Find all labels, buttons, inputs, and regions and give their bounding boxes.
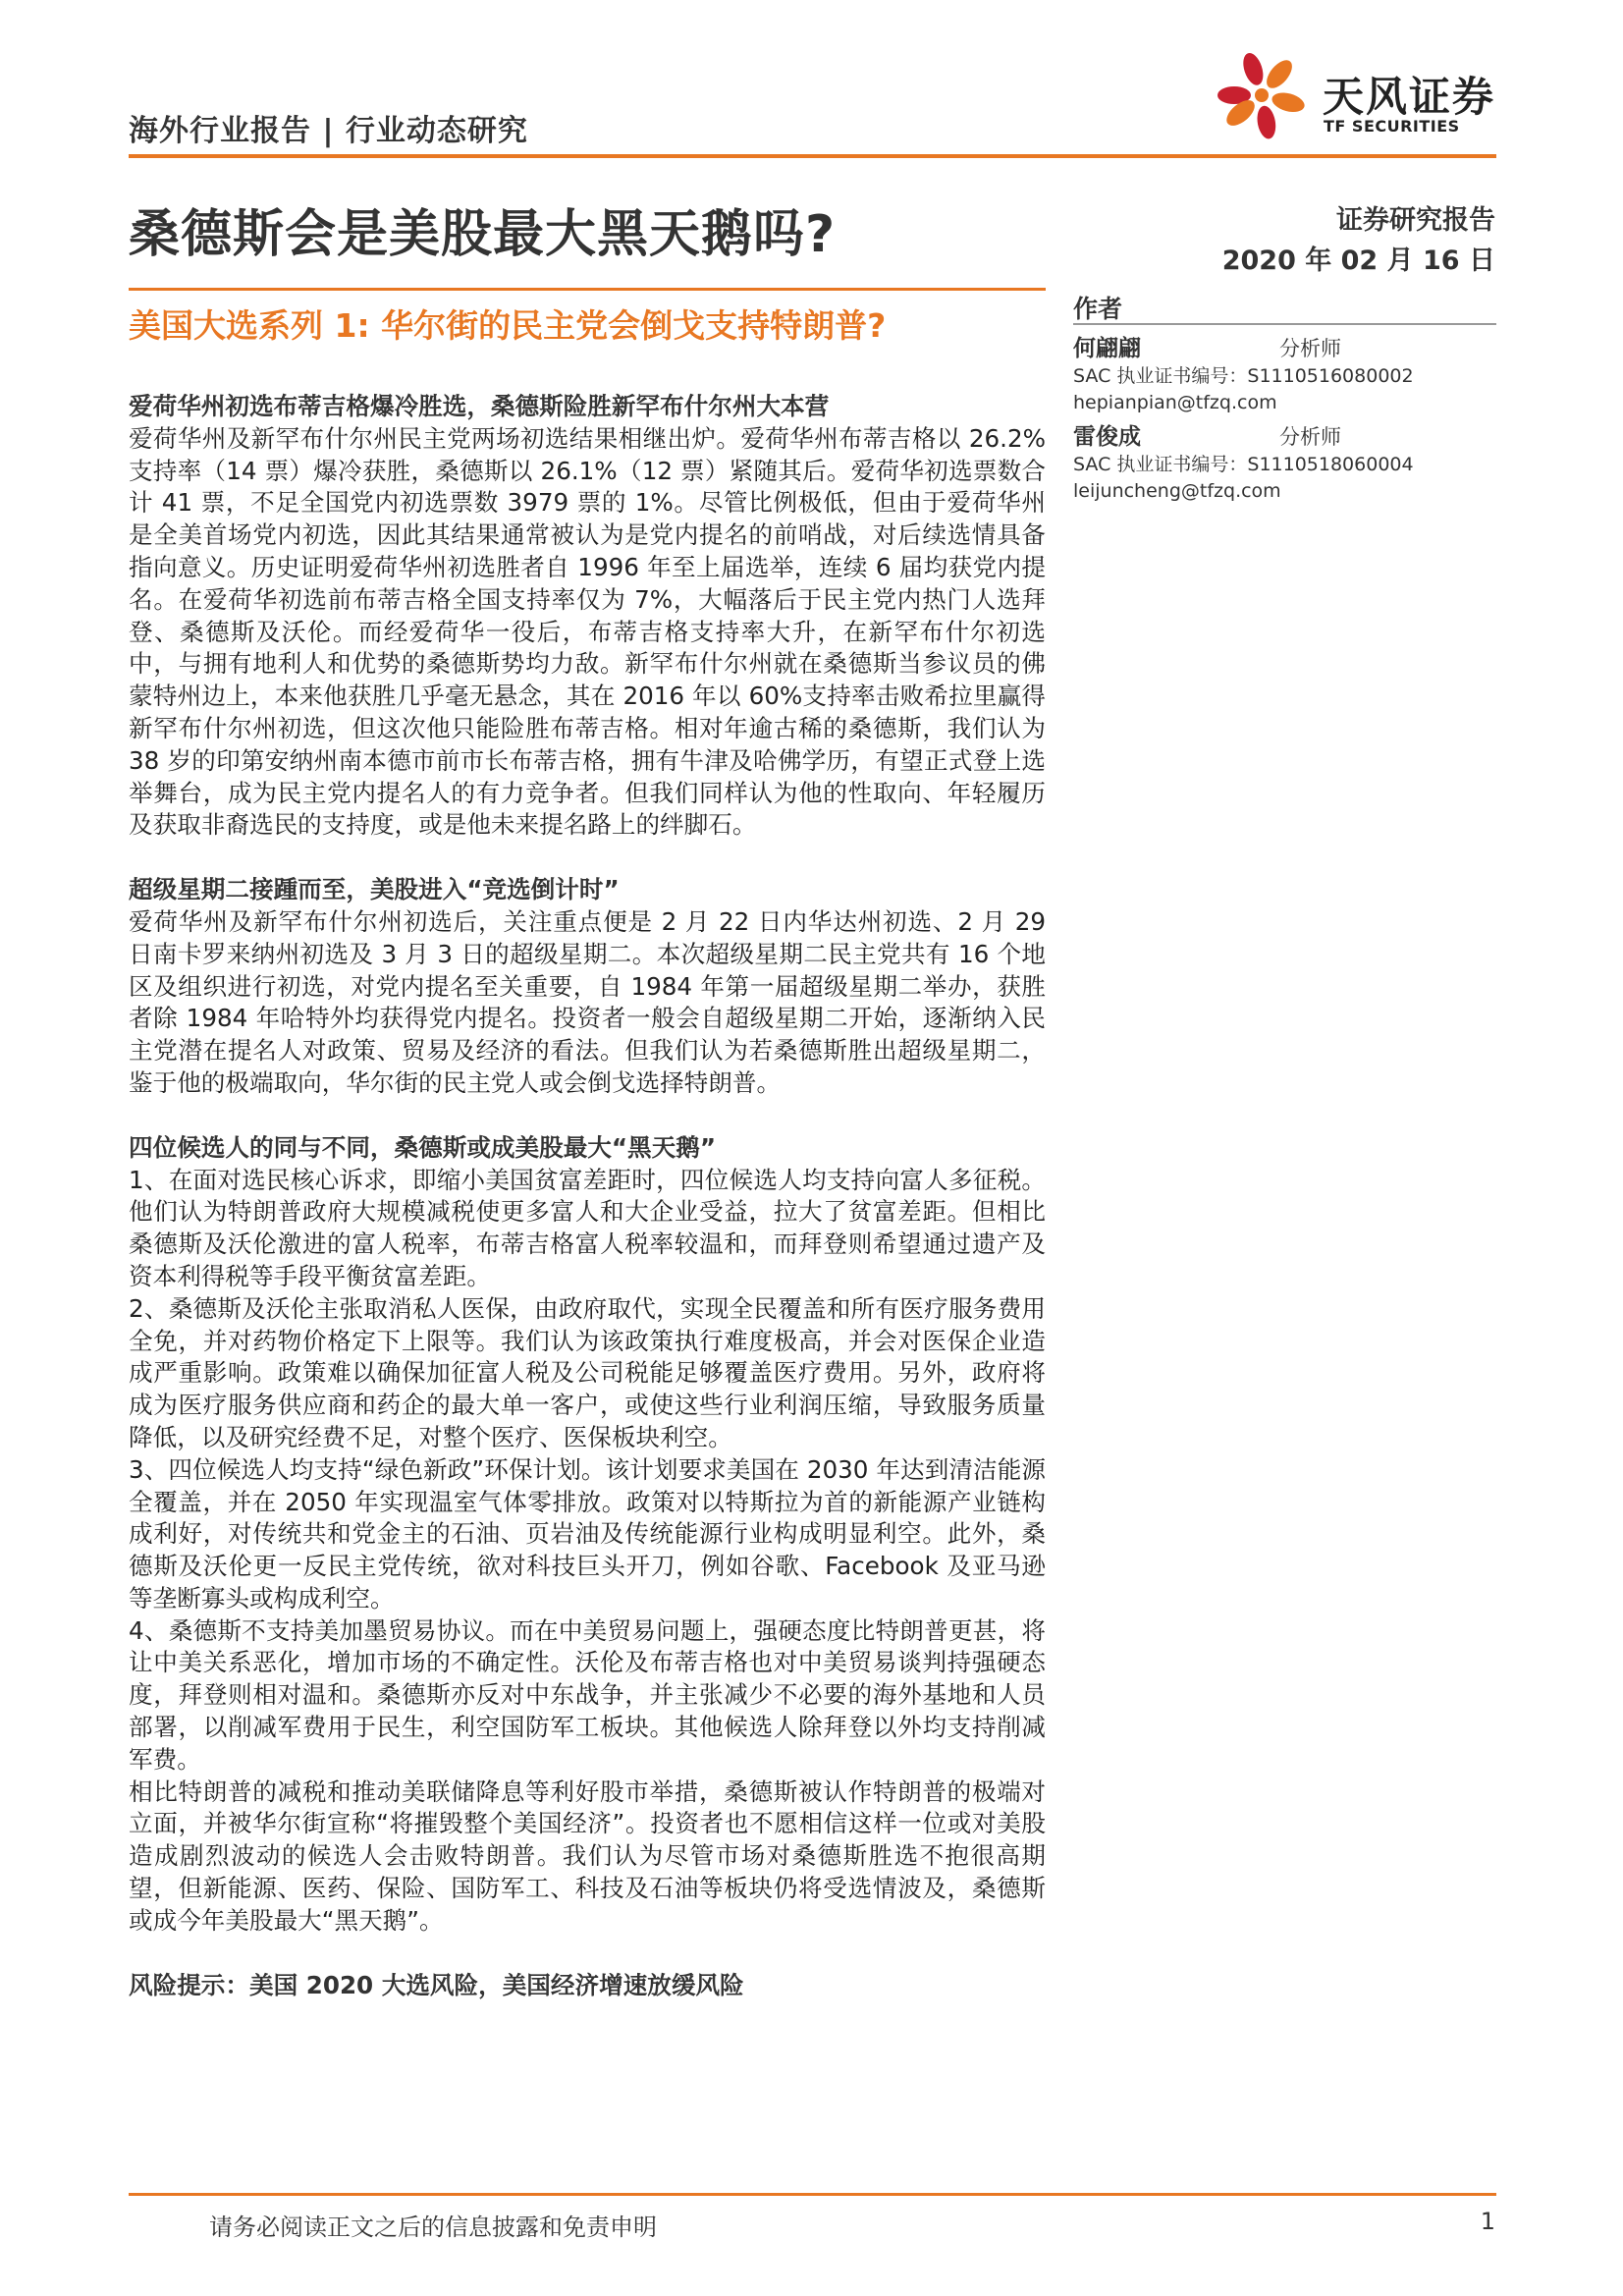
author-card [1073,424,1496,505]
section-heading: 超级星期二接踵而至，美股进入“竞选倒计时” [129,875,620,904]
author-cert: SAC 执业证书编号：S1110516080002 [1073,365,1414,387]
paragraph: 相比特朗普的减税和推动美联储降息等利好股市举措，桑德斯被认作特朗普的极端对立面，并被华尔街宣称“将摧毁整个美国经济”。投资者也不愿相信这样一位或对美股造成剧烈波动的候选人会击败特朗普。我们认为尽管市场对桑德斯胜选不抱很高期望，但新能源、医药、保险、国防军工、科技及石油等板块仍将受选情波及，桑德斯或成今年美股最大“黑天鹅”。 [129,1777,1046,1935]
author-email[interactable]: hepianpian@tfzq.com [1073,392,1277,413]
section-heading: 爱荷华州初选布蒂吉格爆冷胜选，桑德斯险胜新罕布什尔州大本营 [129,392,830,420]
doc-type: 证券研究报告 [1336,205,1495,236]
author-card [1073,336,1496,416]
authors-rule [1073,323,1496,325]
brand-name-en: TF SECURITIES [1324,117,1460,136]
report-category: 海外行业报告 | 行业动态研究 [129,114,528,148]
paragraph: 2、桑德斯及沃伦主张取消私人医保，由政府取代，实现全民覆盖和所有医疗服务费用全免，并对药物价格定下上限等。我们认为该政策执行难度极高，并会对医保企业造成严重影响。政策难以确保加征富人税及公司税能足够覆盖医疗费用。另外，政府将成为医疗服务供应商和药企的最大单一客户，或使这些行业利润压缩，导致服务质量降低，以及研究经费不足，对整个医疗、医保板块利空。 [129,1293,1046,1451]
flower-icon [1217,50,1307,139]
report-date: 2020 年 02 月 16 日 [1221,246,1495,276]
paragraph: 爱荷华州及新罕布什尔州民主党两场初选结果相继出炉。爱荷华州布蒂吉格以 26.2%支持率（14 票）爆冷获胜，桑德斯以 26.1%（12 票）紧随其后。爱荷华初选票数合计 41 票，不足全国党内初选票数 3979 票的 1%。尽管比例极低，但由于爱荷华州是全美首场党内初选，因此其结果通常被认为是党内提名的前哨战，对后续选情具备指向意义。历史证明爱荷华州初选胜者自 1996 年至上届选举，连续 6 届均获党内提名。在爱荷华初选前布蒂吉格全国支持率仅为 7%，大幅落后于民主党内热门人选拜登、桑德斯及沃伦。而经爱荷华一役后，布蒂吉格支持率大升，在新罕布什尔初选中，与拥有地利人和优势的桑德斯势均力敌。新罕布什尔州就在桑德斯当参议员的佛蒙特州边上，本来他获胜几乎毫无悬念，其在 2016 年以 60%支持率击败希拉里赢得新罕布什尔州初选，但这次他只能险胜布蒂吉格。相对年逾古稀的桑德斯，我们认为 38 岁的印第安纳州南本德市前市长布蒂吉格，拥有牛津及哈佛学历，有望正式登上选举舞台，成为民主党内提名人的有力竞争者。但我们同样认为他的性取向、年轻履历及获取非裔选民的支持度，或是他未来提名路上的绊脚石。 [129,423,1046,840]
authors-label: 作者 [1073,295,1123,323]
author-cert: SAC 执业证书编号：S1110518060004 [1073,454,1414,475]
page-number: 1 [1480,2208,1495,2235]
report-subtitle: 美国大选系列 1: 华尔街的民主党会倒戈支持特朗普? [129,306,887,345]
risk-note: 风险提示：美国 2020 大选风险，美国经济增速放缓风险 [129,1970,744,1999]
paragraph: 爱荷华州及新罕布什尔州初选后，关注重点便是 2 月 22 日内华达州初选、2 月 29 日南卡罗来纳州初选及 3 月 3 日的超级星期二。本次超级星期二民主党共有 16 个地区及组织进行初选，对党内提名至关重要，自 1984 年第一届超级星期二举办，获胜者除 1984 年哈特外均获得党内提名。投资者一般会自超级星期二开始，逐渐纳入民主党潜在提名人对政策、贸易及经济的看法。但我们认为若桑德斯胜出超级星期二，鉴于他的极端取向，华尔街的民主党人或会倒戈选择特朗普。 [129,906,1046,1097]
author-name: 雷俊成 [1073,424,1141,450]
author-email[interactable]: leijuncheng@tfzq.com [1073,480,1281,502]
report-title: 桑德斯会是美股最大黑天鹅吗? [129,205,837,264]
author-role: 分析师 [1279,425,1341,449]
paragraph: 4、桑德斯不支持美加墨贸易协议。而在中美贸易问题上，强硬态度比特朗普更甚，将让中美关系恶化，增加市场的不确定性。沃伦及布蒂吉格也对中美贸易谈判持强硬态度，拜登则相对温和。桑德斯亦反对中东战争，并主张减少不必要的海外基地和人员部署，以削减军费用于民生，利空国防军工板块。其他候选人除拜登以外均支持削减军费。 [129,1615,1046,1774]
footer-rule [129,2193,1496,2196]
author-name: 何翩翩 [1073,336,1141,361]
author-role: 分析师 [1279,337,1341,360]
header-rule [129,154,1496,158]
paragraph: 3、四位候选人均支持“绿色新政”环保计划。该计划要求美国在 2030 年达到清洁能源全覆盖，并在 2050 年实现温室气体零排放。政策对以特斯拉为首的新能源产业链构成利好，对传统共和党金主的石油、页岩油及传统能源行业构成明显利空。此外，桑德斯及沃伦更一反民主党传统，欲对科技巨头开刀，例如谷歌、Facebook 及亚马逊等垄断寡头或构成利空。 [129,1454,1046,1613]
brand-name: 天风证券 [1323,73,1496,121]
section-heading: 四位候选人的同与不同，桑德斯或成美股最大“黑天鹅” [129,1132,716,1162]
paragraph: 1、在面对选民核心诉求，即缩小美国贫富差距时，四位候选人均支持向富人多征税。他们认为特朗普政府大规模减税使更多富人和大企业受益，拉大了贫富差距。但相比桑德斯及沃伦激进的富人税率，布蒂吉格富人税率较温和，而拜登则希望通过遗产及资本利得税等手段平衡贫富差距。 [129,1165,1046,1290]
report-body [129,391,1046,2001]
disclaimer-note: 请务必阅读正文之后的信息披露和免责申明 [209,2214,657,2241]
title-rule [129,288,1046,291]
